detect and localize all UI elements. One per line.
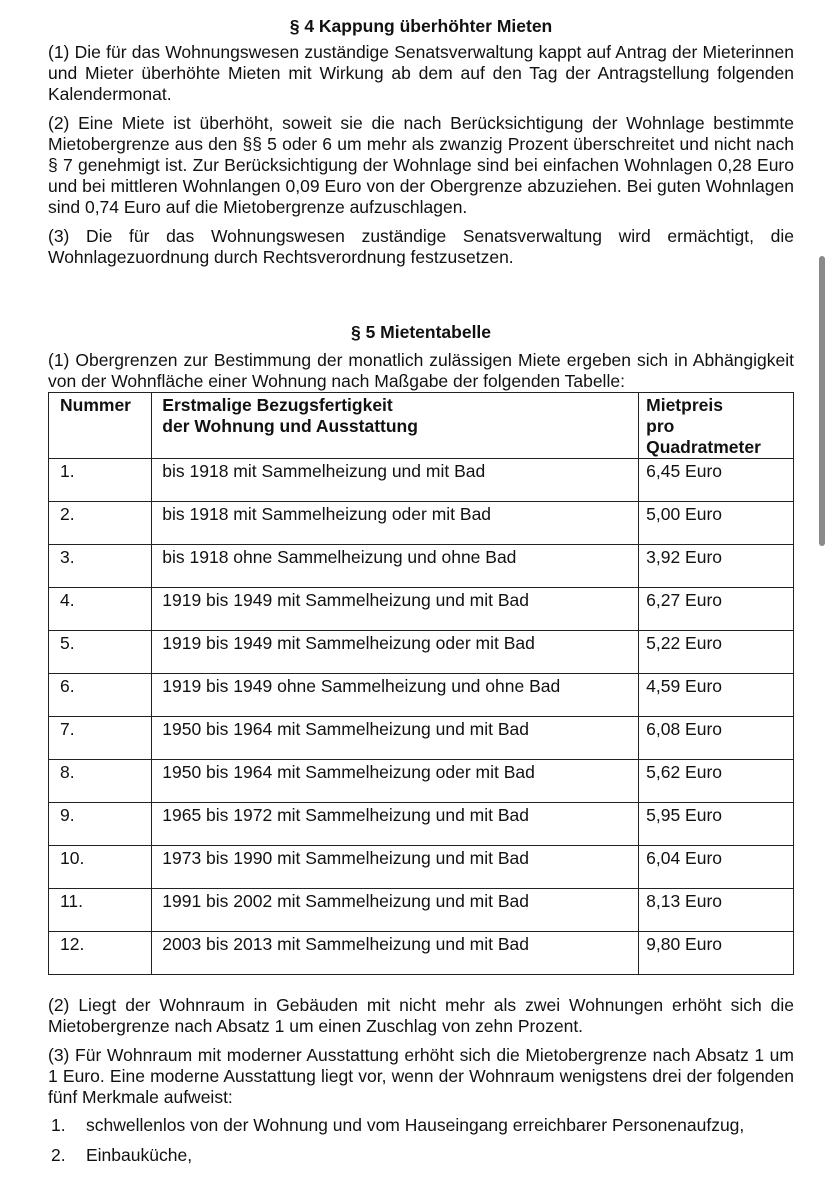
cell-price: 5,22 Euro xyxy=(639,631,794,674)
header-price-line-2: pro xyxy=(646,416,675,436)
table-header-row xyxy=(49,393,794,459)
table-row xyxy=(49,459,794,502)
header-number: Nummer xyxy=(49,393,152,459)
table-row xyxy=(49,545,794,588)
header-price-line-1: Mietpreis xyxy=(646,395,723,415)
rent-table xyxy=(48,392,794,975)
table-body xyxy=(49,459,794,975)
header-description-line-1: Erstmalige Bezugsfertigkeit xyxy=(162,395,393,415)
header-description xyxy=(152,393,639,459)
list-item xyxy=(48,1114,794,1136)
cell-description: 1919 bis 1949 ohne Sammelheizung und ohne Bad xyxy=(152,674,639,717)
section-4-title: § 4 Kappung überhöhter Mieten xyxy=(289,16,553,36)
cell-price: 5,95 Euro xyxy=(639,803,794,846)
cell-number: 3. xyxy=(49,545,152,588)
cell-number: 2. xyxy=(49,502,152,545)
cell-price: 8,13 Euro xyxy=(639,889,794,932)
cell-number: 9. xyxy=(49,803,152,846)
section-4-paragraph-3: (3) Die für das Wohnungswesen zuständige Senatsverwaltung wird ermächtigt, die Wohnlagezuordnung durch Rechtsverordnung festzusetzen. xyxy=(48,226,794,267)
table-row xyxy=(49,803,794,846)
cell-description: 1991 bis 2002 mit Sammelheizung und mit Bad xyxy=(152,889,639,932)
feature-list xyxy=(48,1114,794,1166)
cell-number: 11. xyxy=(49,889,152,932)
cell-price: 4,59 Euro xyxy=(639,674,794,717)
cell-price: 6,27 Euro xyxy=(639,588,794,631)
cell-description: 1950 bis 1964 mit Sammelheizung oder mit Bad xyxy=(152,760,639,803)
cell-description: bis 1918 mit Sammelheizung oder mit Bad xyxy=(152,502,639,545)
list-item xyxy=(48,1144,794,1166)
table-row xyxy=(49,588,794,631)
list-item-text: Einbauküche, xyxy=(86,1145,193,1165)
cell-description: 1965 bis 1972 mit Sammelheizung und mit Bad xyxy=(152,803,639,846)
cell-price: 6,08 Euro xyxy=(639,717,794,760)
section-4-paragraph-2: (2) Eine Miete ist überhöht, soweit sie die nach Berücksichtigung der Wohnlage bestimmte Mietobergrenze aus den §§ 5 oder 6 um mehr als zwanzig Prozent überschreitet und nicht nach § 7 genehmigt ist. Zur Berücksichtigung der Wohnlage sind bei einfachen Wohnlagen 0,28 Euro und bei mittleren Wohnlangen 0,09 Euro von der Obergrenze abzuziehen. Bei guten Wohnlagen sind 0,74 Euro auf die Mietobergrenze aufzuschlagen. xyxy=(48,113,794,217)
cell-price: 5,00 Euro xyxy=(639,502,794,545)
cell-number: 12. xyxy=(49,932,152,975)
cell-price: 9,80 Euro xyxy=(639,932,794,975)
section-5-paragraph-3: (3) Für Wohnraum mit moderner Ausstattung erhöht sich die Mietobergrenze nach Absatz 1 um 1 Euro. Eine moderne Ausstattung liegt vor, wenn der Wohnraum wenigstens drei der folgenden fünf Merkmale aufweist: xyxy=(48,1045,794,1107)
cell-number: 4. xyxy=(49,588,152,631)
document-page xyxy=(48,14,794,1174)
table-row xyxy=(49,760,794,803)
cell-price: 6,04 Euro xyxy=(639,846,794,889)
table-row xyxy=(49,889,794,932)
list-item-text: schwellenlos von der Wohnung und vom Hauseingang erreichbarer Personenaufzug, xyxy=(86,1115,745,1135)
section-5-intro: (1) Obergrenzen zur Bestimmung der monatlich zulässigen Miete ergeben sich in Abhängigkeit von der Wohnfläche einer Wohnung nach Maßgabe der folgenden Tabelle: xyxy=(48,350,794,391)
cell-number: 10. xyxy=(49,846,152,889)
table-row xyxy=(49,717,794,760)
section-5-title: § 5 Mietentabelle xyxy=(350,322,492,342)
list-item-number: 1. xyxy=(51,1115,66,1135)
table-row xyxy=(49,846,794,889)
header-price xyxy=(639,393,794,459)
section-4-paragraph-1: (1) Die für das Wohnungswesen zuständige Senatsverwaltung kappt auf Antrag der Mieterinnen und Mieter überhöhte Mieten mit Wirkung ab dem auf den Tag der Antragstellung folgenden Kalendermonat. xyxy=(48,42,794,104)
list-item-number: 2. xyxy=(51,1145,66,1165)
cell-description: 2003 bis 2013 mit Sammelheizung und mit Bad xyxy=(152,932,639,975)
table-row xyxy=(49,631,794,674)
cell-description: 1950 bis 1964 mit Sammelheizung und mit Bad xyxy=(152,717,639,760)
cell-price: 6,45 Euro xyxy=(639,459,794,502)
table-row xyxy=(49,502,794,545)
cell-number: 5. xyxy=(49,631,152,674)
cell-description: 1973 bis 1990 mit Sammelheizung und mit Bad xyxy=(152,846,639,889)
cell-number: 6. xyxy=(49,674,152,717)
cell-number: 7. xyxy=(49,717,152,760)
cell-price: 3,92 Euro xyxy=(639,545,794,588)
cell-description: 1919 bis 1949 mit Sammelheizung oder mit Bad xyxy=(152,631,639,674)
cell-number: 8. xyxy=(49,760,152,803)
header-price-line-3: Quadratmeter xyxy=(646,437,761,457)
cell-description: 1919 bis 1949 mit Sammelheizung und mit Bad xyxy=(152,588,639,631)
table-row xyxy=(49,674,794,717)
cell-description: bis 1918 mit Sammelheizung und mit Bad xyxy=(152,459,639,502)
cell-description: bis 1918 ohne Sammelheizung und ohne Bad xyxy=(152,545,639,588)
cell-price: 5,62 Euro xyxy=(639,760,794,803)
section-5-paragraph-2: (2) Liegt der Wohnraum in Gebäuden mit nicht mehr als zwei Wohnungen erhöht sich die Mietobergrenze nach Absatz 1 um einen Zuschlag von zehn Prozent. xyxy=(48,995,794,1036)
scrollbar[interactable] xyxy=(819,256,825,546)
header-description-line-2: der Wohnung und Ausstattung xyxy=(162,416,418,436)
cell-number: 1. xyxy=(49,459,152,502)
table-row xyxy=(49,932,794,975)
